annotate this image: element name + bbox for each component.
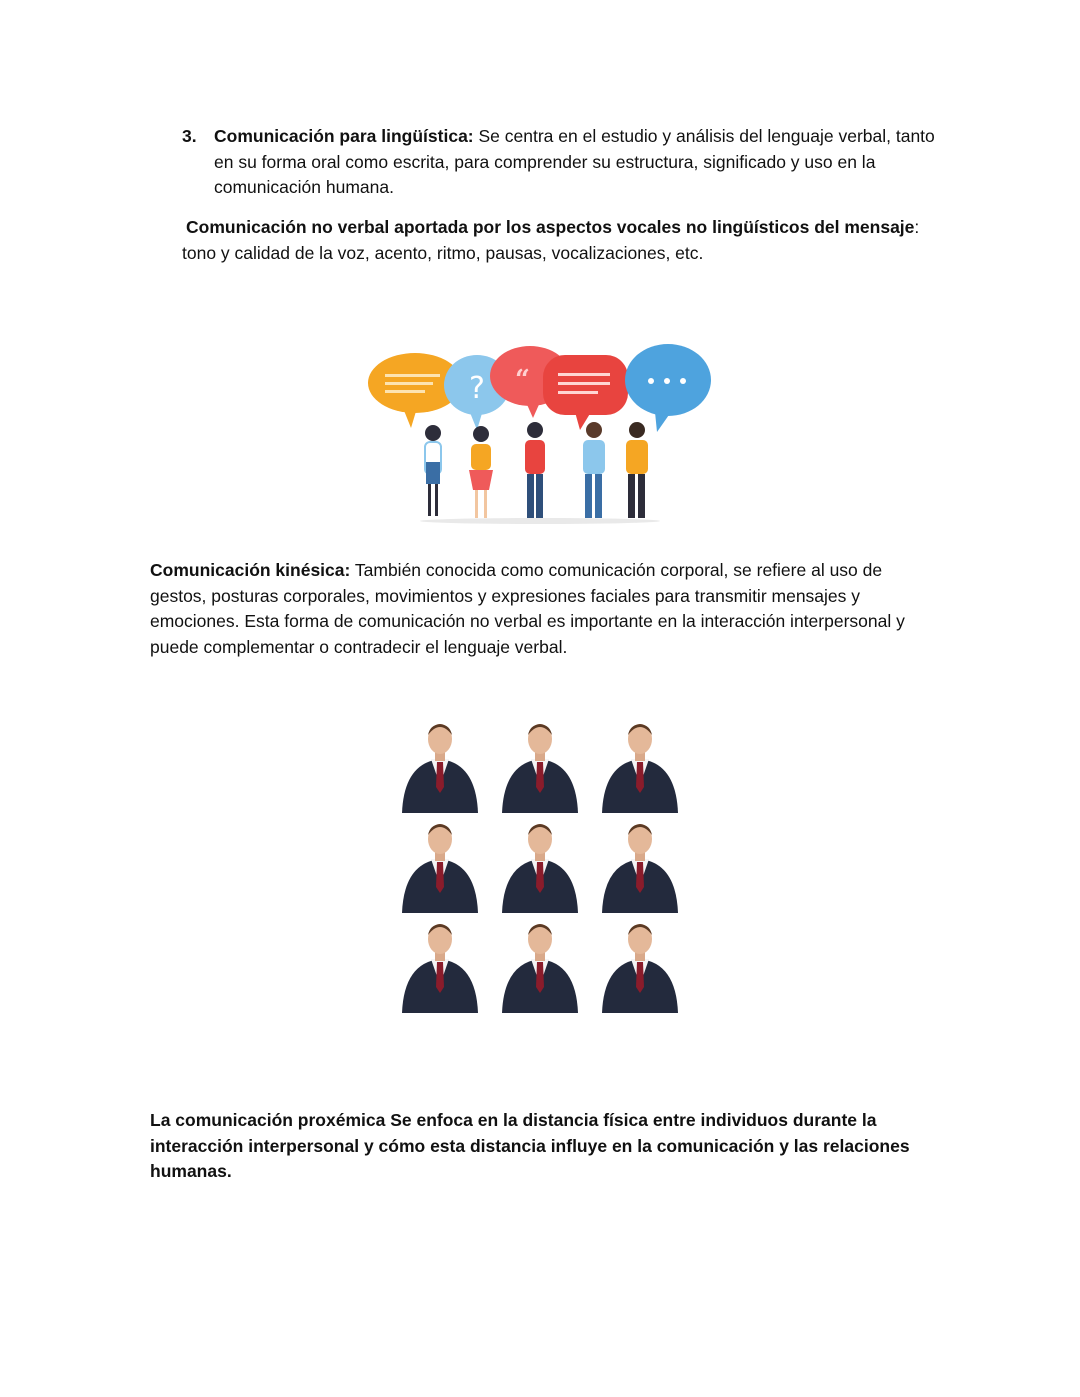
businessman-figure (502, 924, 578, 1013)
definition-kinesic: También conocida como comunicación corporal, se refiere al uso de gestos, posturas corporales, movimientos y expresiones faciales para transmitir mensajes y emociones. Esta forma de comunicación no verbal es importante en la interacción interpersonal y puede complementar o contradecir el lenguaje verbal. (150, 560, 905, 657)
businessman-figure (602, 724, 678, 813)
svg-text:?: ? (469, 371, 485, 406)
speech-bubble-blue-dots (625, 344, 711, 432)
kinesic-paragraph (150, 558, 940, 660)
businessman-figure (502, 724, 578, 813)
person-1 (425, 425, 441, 516)
person-4 (583, 422, 605, 518)
businessman-figure (402, 924, 478, 1013)
vocal-description: tono y calidad de la voz, acento, ritmo, pausas, vocalizaciones, etc. (182, 242, 704, 263)
svg-text:“: “ (515, 365, 530, 395)
businessman-figure (602, 824, 678, 913)
businessman-figure (602, 924, 678, 1013)
vocal-heading-line (182, 215, 962, 241)
vocal-aspects-paragraph (182, 215, 962, 266)
businessman-gestures-grid-photo (395, 715, 690, 1015)
person-2 (469, 426, 493, 518)
person-3 (525, 422, 545, 518)
vocal-heading: Comunicación no verbal aportada por los aspectos vocales no lingüísticos del mensaje (186, 217, 915, 237)
proxemic-paragraph: La comunicación proxémica Se enfoca en la distancia física entre individuos durante la interacción interpersonal y cómo esta distancia influye en la comunicación y las relaciones humanas. (150, 1110, 910, 1181)
people-speech-bubbles-illustration (365, 338, 715, 528)
list-item-paralinguistic (182, 124, 942, 201)
term-paralinguistic: Comunicación para lingüística: (214, 126, 474, 146)
businessman-figure (502, 824, 578, 913)
speech-bubble-red-lines (543, 355, 628, 430)
businessman-figure (402, 724, 478, 813)
term-kinesic: Comunicación kinésica: (150, 560, 351, 580)
list-number: 3. (182, 126, 197, 146)
definition-paralinguistic: Se centra en el estudio y análisis del lenguaje verbal, tanto en su forma oral como escrita, para comprender su estructura, significado y uso en la comunicación humana. (214, 126, 935, 197)
list-item-body (214, 124, 942, 201)
person-5 (626, 422, 648, 518)
businessman-figure (402, 824, 478, 913)
vocal-colon: : (914, 217, 920, 237)
